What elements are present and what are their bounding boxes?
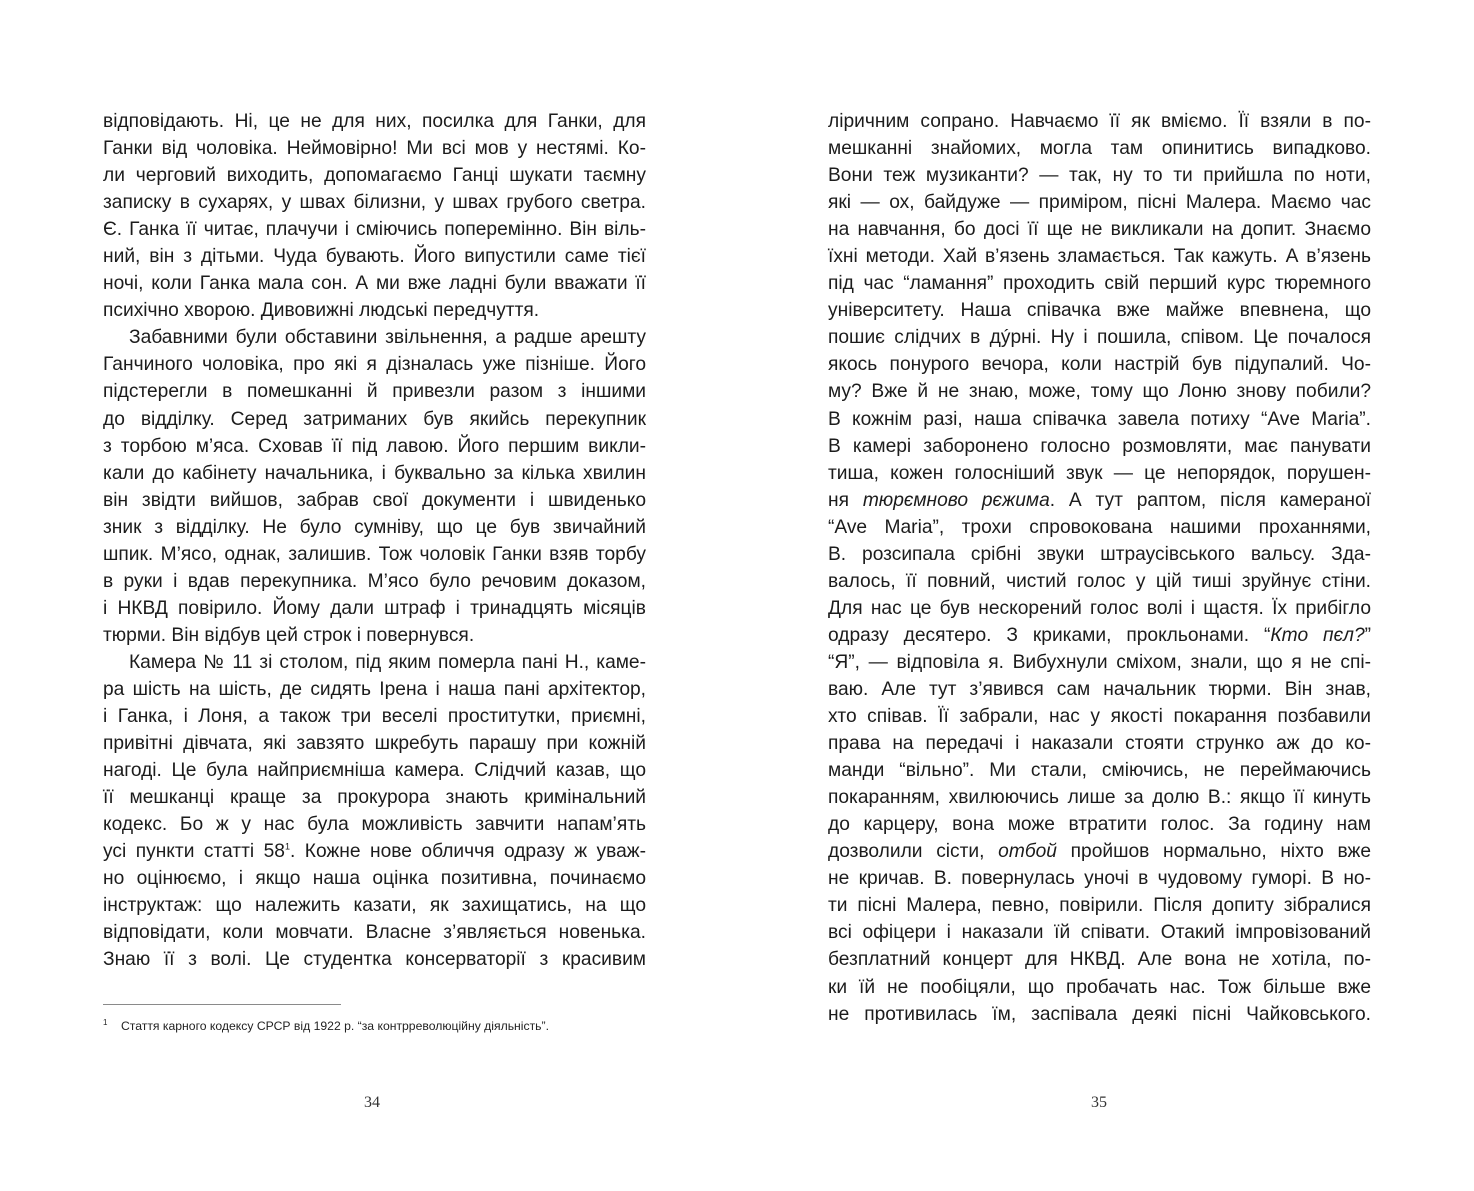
text-line: В. розсипала срібні звуки штраусівського вальсу. Зда- — [828, 543, 1371, 565]
text-line: якось понурого вечора, коли настрій був підупалий. Чо- — [828, 354, 1371, 376]
text-line: Вони теж музиканти? — так, ну то ти прийшла по ноти, — [828, 165, 1371, 187]
footnote-marker: 1 — [103, 1018, 108, 1027]
right-page-text — [828, 108, 1371, 1028]
text-line: В камері заборонено голосно розмовляти, має панувати — [828, 435, 1371, 457]
right-page — [737, 0, 1474, 1191]
text-line: ліричним сопрано. Навчаємо її як вміємо. Її взяли в по- — [828, 111, 1371, 132]
text-line: кали до кабінету начальника, і буквально за кілька хвилин — [103, 462, 646, 484]
text-line — [103, 838, 646, 865]
text-line — [828, 622, 1371, 649]
text-line: нагоді. Це була найприємніша камера. Слідчий казав, що — [103, 760, 646, 782]
text-line — [828, 487, 1371, 514]
text-line: ли черговий виходить, допомагаємо Ганці шукати таємну — [103, 165, 646, 187]
text-line: і Ганка, і Лоня, а також три веселі проститутки, приємні, — [103, 706, 646, 728]
line-text-before-italic: ня — [828, 489, 863, 511]
footnote-text: Стаття карного кодексу СРСР від 1922 р. “за контрреволюційну діяльність”. — [121, 1019, 549, 1033]
text-line: “Ave Maria”, трохи спровокована нашими проханнями, — [828, 516, 1371, 538]
text-line: Забавними були обставини звільнення, а радше арешту — [129, 327, 646, 349]
text-line: Є. Ганка її читає, плачучи і сміючись поперемінно. Він віль- — [103, 219, 646, 241]
text-line: психічно хворою. Дивовижні людські передчуття. — [103, 300, 540, 322]
text-line: ки їй не пообіцяли, що пробачать нас. Тож більше вже — [828, 976, 1371, 998]
line-text-after-italic: пройшов нормально, ніхто вже — [1056, 841, 1371, 863]
text-line: тиша, кожен голосніший звук — це непорядок, порушен- — [828, 462, 1371, 484]
text-line: “Я”, — відповіла я. Вибухнули сміхом, знали, що я не спі- — [828, 651, 1371, 673]
text-line: безплатний концерт для НКВД. Але вона не хотіла, по- — [828, 949, 1371, 971]
footnote-reference[interactable]: 1 — [284, 841, 290, 852]
text-line: їхні методи. Хай в’язень зламається. Так кажуть. А в’язень — [828, 246, 1371, 268]
text-line: підстерегли в помешканні й привезли разом з іншими — [103, 381, 646, 403]
text-line: тюрми. Він відбув цей строк і повернувся. — [103, 624, 475, 646]
text-line: хто співав. Її забрали, нас у якості покарання позбавили — [828, 706, 1371, 728]
text-line: її мешканці краще за прокурора знають кримінальний — [103, 787, 646, 809]
text-line: мешканні знайомих, могла там опинитись випадково. — [828, 138, 1371, 160]
text-line: університету. Наша співачка вже майже впевнена, що — [828, 300, 1371, 322]
text-line: но оцінюємо, і якщо наша оцінка позитивна, починаємо — [103, 868, 646, 890]
text-line: манди “вільно”. Ми стали, сміючись, не переймаючись — [828, 760, 1371, 782]
text-line: зник з відділку. Не було сумніву, що це був звичайний — [103, 516, 646, 538]
text-line: ний, він з дітьми. Чуда бувають. Його випустили саме тієї — [103, 246, 646, 268]
italic-phrase: Кто пєл? — [1270, 624, 1365, 646]
text-line: ра шість на шість, де сидять Ірена і наша пані архітектор, — [103, 678, 646, 700]
line-text-after-italic: . А тут раптом, після камераної — [1049, 489, 1372, 511]
text-line: му? Вже й не знаю, може, тому що Лоню знову побили? — [828, 381, 1371, 403]
text-line: всі офіцери і наказали їй співати. Отакий імпровізований — [828, 922, 1371, 944]
line-text-before-italic: одразу десятеро. З криками, прокльонами. “ — [828, 624, 1271, 646]
text-line: ночі, коли Ганка мала сон. А ми вже ладні були вважати її — [103, 273, 646, 295]
text-line: ти пісні Малера, певно, повірили. Після допиту зібралися — [828, 895, 1371, 917]
text-line: Ганчиного чоловіка, про які я дізналась уже пізніше. Його — [103, 354, 646, 376]
text-line: в руки і вдав перекупника. М’ясо було речовим доказом, — [103, 570, 646, 592]
text-line: права на передачі і наказали стояти струнко аж до ко- — [828, 733, 1371, 755]
text-line: Камера № 11 зі столом, під яким померла пані Н., каме- — [129, 651, 646, 673]
text-line: до відділку. Серед затриманих був якийсь перекупник — [103, 408, 646, 430]
italic-phrase: отбой — [998, 841, 1057, 863]
text-line: Знаю її з волі. Це студентка консерваторії з красивим — [103, 949, 646, 971]
text-line: кодекс. Бо ж у нас була можливість завчити напам’ять — [103, 814, 646, 836]
footnote-divider — [103, 1004, 341, 1005]
line-text-after-italic: ” — [1364, 624, 1372, 646]
left-page-text — [103, 108, 646, 974]
text-line: до карцеру, вона може втратити голос. За годину нам — [828, 814, 1371, 836]
line-text-before-italic: дозволили сісти, — [828, 841, 999, 863]
text-line: і НКВД повірило. Йому дали штраф і тринадцять місяців — [103, 597, 646, 619]
footnote — [103, 1018, 549, 1034]
text-line: інструктаж: що належить казати, як захищатись, на що — [103, 895, 646, 917]
text-line: Ганки від чоловіка. Неймовірно! Ми всі мов у нестямі. Ко- — [103, 138, 646, 160]
text-line: на навчання, бо досі її ще не викликали на допит. Знаємо — [828, 219, 1371, 241]
text-line: В кожнім разі, наша співачка завела потиху “Ave Maria”. — [828, 408, 1371, 430]
text-line: валось, її повний, чистий голос у цій тиші зруйнує стіни. — [828, 570, 1371, 592]
line-text-before-footnote: усі пункти статті 58 — [103, 841, 285, 863]
text-line: привітні дівчата, які завзято шкребуть парашу при кожній — [103, 733, 646, 755]
text-line: записку в сухарях, у швах білизни, у швах грубого светра. — [103, 192, 646, 214]
text-line: які — ох, байдуже — приміром, пісні Малера. Маємо час — [828, 192, 1371, 214]
text-line: з торбою м’яса. Сховав її під лавою. Його першим викли- — [103, 435, 646, 457]
text-line: покаранням, хвилюючись лише за долю В.: якщо її кинуть — [828, 787, 1371, 809]
text-line: ваю. Але тут з’явився сам начальник тюрми. Він знав, — [828, 678, 1371, 700]
text-line: пошиє слідчих в дýрні. Ну і пошила, співом. Це почалося — [828, 327, 1371, 349]
text-line: шпик. М’ясо, однак, залишив. Тож чоловік Ганки взяв торбу — [103, 543, 646, 565]
text-line: відповідають. Ні, це не для них, посилка для Ганки, для — [103, 111, 646, 132]
text-line: він звідти вийшов, забрав свої документи і швиденько — [103, 489, 646, 511]
page-number-left: 34 — [364, 1094, 380, 1111]
text-line: Для нас це був нескорений голос волі і щастя. Їх прибігло — [828, 597, 1371, 619]
page-number-right: 35 — [1091, 1094, 1107, 1111]
line-text-after-footnote: . Кожне нове обличчя одразу ж уваж- — [289, 841, 646, 863]
text-line: не противилась їм, заспівала деякі пісні Чайковського. — [828, 1003, 1371, 1025]
italic-phrase: тюрємново рєжима — [862, 489, 1050, 511]
text-line: під час “ламання” проходить свій перший курс тюремного — [828, 273, 1371, 295]
text-line: відповідати, коли мовчати. Власне з’являється новенька. — [103, 922, 646, 944]
text-line: не кричав. В. повернулась уночі в чудовому гуморі. В но- — [828, 868, 1371, 890]
text-line — [828, 838, 1371, 865]
